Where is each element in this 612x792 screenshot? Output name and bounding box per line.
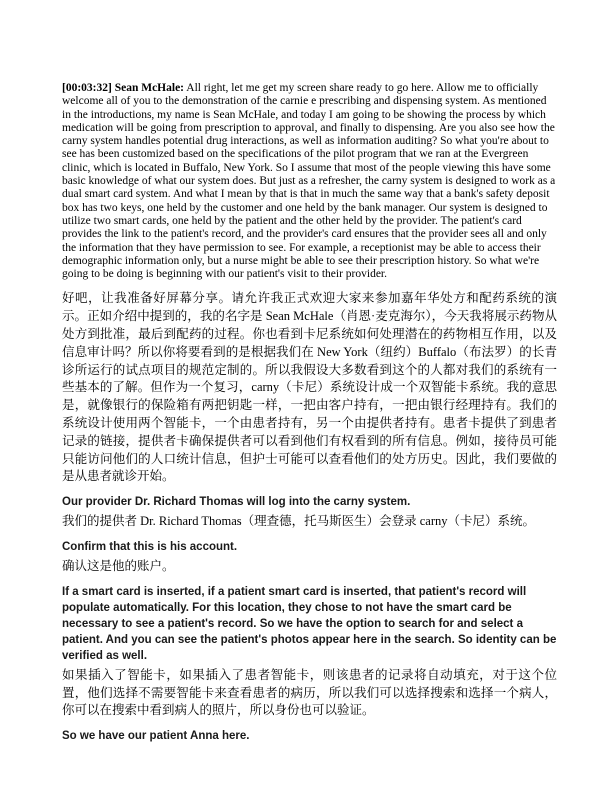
- transcript-line-provider-login: Our provider Dr. Richard Thomas will log into the carny system.: [62, 496, 411, 509]
- translation-line-provider-login-zh: 我们的提供者 Dr. Richard Thomas（理查德，托马斯医生）会登录 carny（卡尼）系统。: [62, 514, 535, 529]
- transcript-paragraph-sean-mchale: [62, 82, 557, 281]
- transcript-text: All right, let me get my screen share ready to go here. Allow me to officially welcome all of you to the demonstration of the carnie e prescribing and dispensing system. As mentioned in the introductions, my name is Sean McHale, and today I am going to be showing the process by which medication will be going from prescription to approval, and finally to dispensing. Are you also see how the carny system handles potential drug interactions, as well as information auditing? So what you're about to see has been customized based on the specifications of the pilot program that we ran at the Evergreen clinic, which is located in Buffalo, New York. So I assume that most of the people viewing this have some basic knowledge of what our system does. But just as a refresher, the carny system is designed to work as a dual smart card system. And what I mean by that is that in much the same way that a bank's safety deposit box has two keys, one held by the customer and one held by the bank manager. Our system is designed to utilize two smart cards, one held by the patient and the other held by the provider. The patient's card provides the link to the patient's record, and the provider's card ensures that the provider sees all and only the information that they have permission to see. For example, a receptionist may be able to access their demographic information only, but a nurse might be able to see their prescription history. So what we're going to be doing is beginning with our patient's visit to their provider.: [62, 82, 556, 281]
- transcript-line-confirm-account: Confirm that this is his account.: [62, 541, 238, 554]
- transcript-line-patient-anna: So we have our patient Anna here.: [62, 730, 250, 743]
- transcript-paragraph-smart-card: If a smart card is inserted, if a patient smart card is inserted, that patient's record will populate automatically. For this location, they chose to not have the smart card be necessary to see a patient's record. So we have the option to search for and select a patient. And you can see the patient's photos appear here in the search. So identity can be verified as well.: [62, 585, 557, 662]
- translation-line-confirm-account-zh: 确认这是他的账户。: [62, 559, 175, 574]
- timestamp: [00:03:32]: [62, 82, 112, 94]
- translation-paragraph-smart-card-zh: 如果插入了智能卡，如果插入了患者智能卡，则该患者的记录将自动填充，对于这个位置，他们选择不需要智能卡来查看患者的病历，所以我们可以选择搜索和选择一个病人，你可以在搜索中看到病人的照片，所以身份也可以验证。: [62, 667, 557, 718]
- speaker-name: Sean McHale:: [114, 82, 185, 94]
- translation-paragraph-zh: 好吧，让我准备好屏幕分享。请允许我正式欢迎大家来参加嘉年华处方和配药系统的演示。正如介绍中提到的，我的名字是 Sean McHale（肖恩·麦克海尔），今天我将展示药物从处方到批准，最后到配药的过程。你也看到卡尼系统如何处理潜在的药物相互作用，以及信息审计吗？所以你将要看到的是根据我们在 New York（纽约）Buffalo（布法罗）的长青诊所运行的试点项目的规范定制的。所以我假设大多数看到这个的人都对我们的系统有一些基本的了解。但作为一个复习，carny（卡尼）系统设计成一个双智能卡系统。我的意思是，就像银行的保险箱有两把钥匙一样，一把由客户持有，一把由银行经理持有。我们的系统设计使用两个智能卡，一个由患者持有，另一个由提供者持有。患者卡提供了到患者记录的链接，提供者卡确保提供者可以看到他们有权看到的所有信息。例如，接待员可能只能访问他们的人口统计信息，但护士可能可以查看他们的处方历史。因此，我们要做的是从患者就诊开始。: [62, 291, 557, 484]
